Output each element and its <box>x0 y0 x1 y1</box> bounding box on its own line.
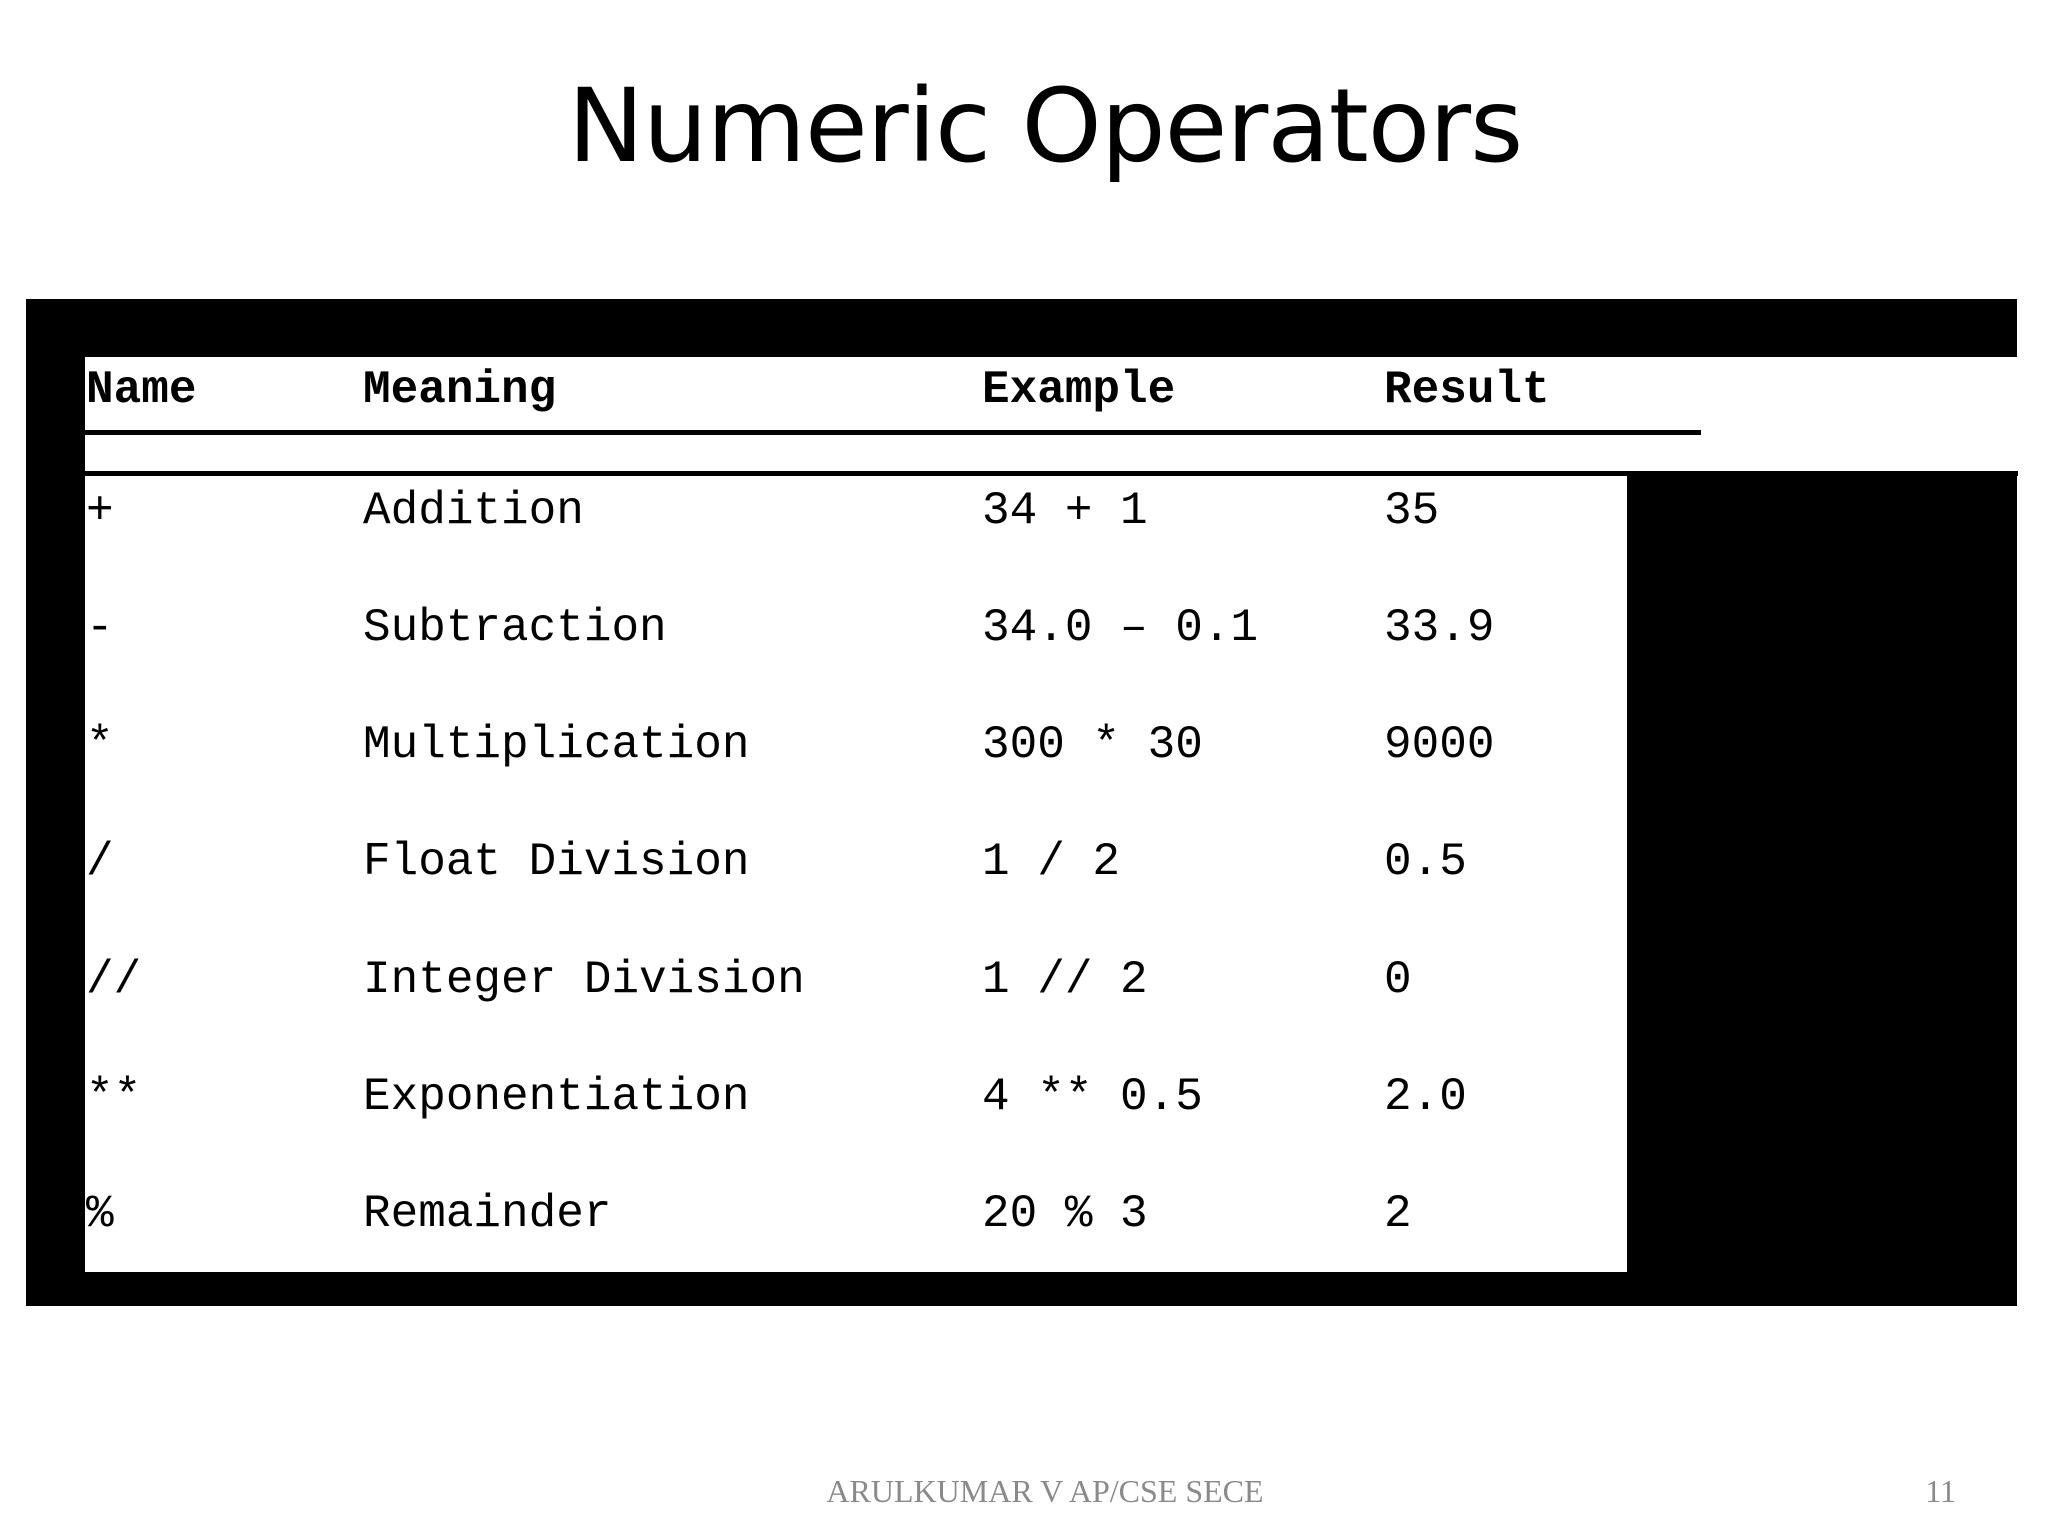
cell-meaning: Exponentiation <box>363 1071 750 1123</box>
cell-example: 1 / 2 <box>982 836 1121 888</box>
cell-example: 20 % 3 <box>982 1188 1148 1240</box>
cell-meaning: Float Division <box>363 836 750 888</box>
cell-example: 34.0 – 0.1 <box>982 602 1259 654</box>
cell-result: 0 <box>1384 954 1412 1006</box>
cell-name: + <box>86 485 114 537</box>
cell-meaning: Addition <box>363 485 584 537</box>
slide-number: 11 <box>1925 1473 1956 1509</box>
cell-meaning: Multiplication <box>363 719 750 771</box>
cell-result: 9000 <box>1384 719 1495 771</box>
header-meaning: Meaning <box>363 364 557 416</box>
cell-name: // <box>86 954 142 1006</box>
cell-name: * <box>86 719 114 771</box>
cell-name: % <box>86 1188 114 1240</box>
cell-example: 300 * 30 <box>982 719 1203 771</box>
cell-meaning: Integer Division <box>363 954 805 1006</box>
cell-meaning: Subtraction <box>363 602 667 654</box>
header-example: Example <box>982 364 1176 416</box>
cell-result: 2 <box>1384 1188 1412 1240</box>
slide-title: Numeric Operators <box>567 67 1523 186</box>
cell-example: 4 ** 0.5 <box>982 1071 1203 1123</box>
cell-result: 0.5 <box>1384 836 1467 888</box>
cell-name: / <box>86 836 114 888</box>
cell-meaning: Remainder <box>363 1188 612 1240</box>
cell-name: - <box>86 602 114 654</box>
slide-footer: ARULKUMAR V AP/CSE SECE <box>826 1473 1264 1509</box>
header-name: Name <box>86 364 197 416</box>
cell-result: 33.9 <box>1384 602 1495 654</box>
body-top-rule <box>85 471 2018 476</box>
cell-result: 35 <box>1384 485 1440 537</box>
header-underline <box>85 430 1701 435</box>
header-result: Result <box>1384 364 1550 416</box>
cell-example: 1 // 2 <box>982 954 1148 1006</box>
cell-result: 2.0 <box>1384 1071 1467 1123</box>
cell-name: ** <box>86 1071 142 1123</box>
cell-example: 34 + 1 <box>982 485 1148 537</box>
